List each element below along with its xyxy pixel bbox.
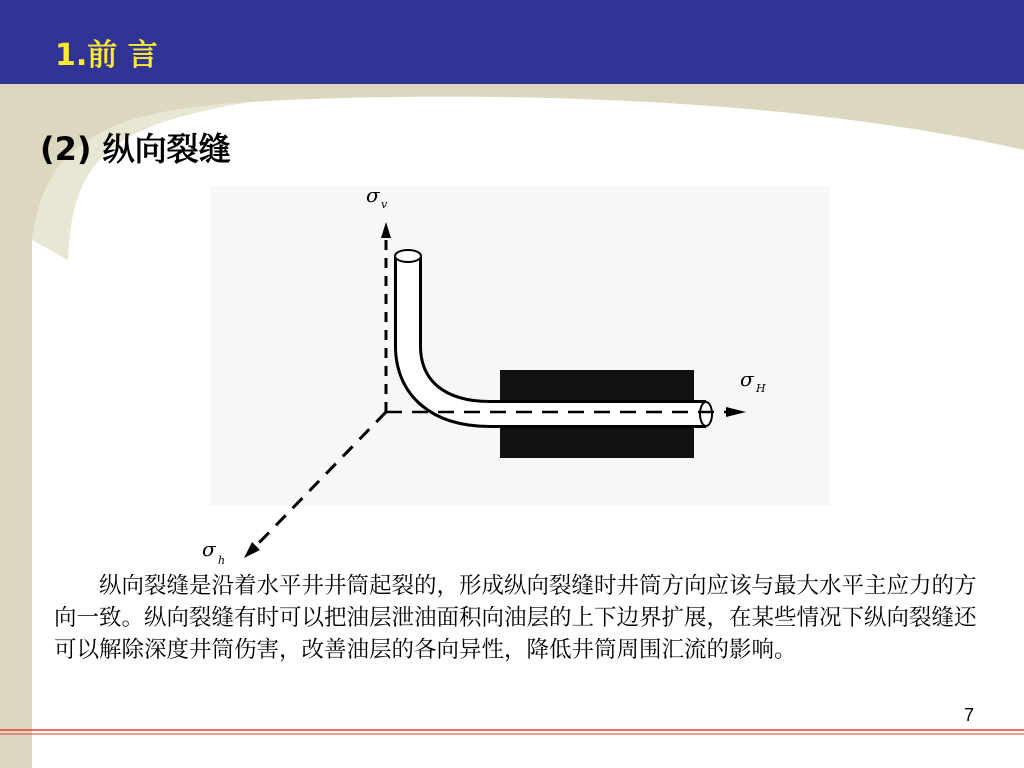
body-paragraph: 纵向裂缝是沿着水平井井筒起裂的，形成纵向裂缝时井筒方向应该与最大水平主应力的方向一致。纵向裂缝有时可以把油层泄油面积向油层的上下边界扩展，在某些情况下纵向裂缝还可以解除深度井筒伤害，改善油层的各向异性，降低井筒周围汇流的影响。 (54, 573, 977, 663)
sigma-h-label: σ (202, 537, 216, 561)
sigma-v-label: σ (366, 183, 380, 207)
slide-title: 1.前 言 (55, 38, 158, 73)
longitudinal-fracture-diagram (200, 178, 840, 570)
sigma-v-subscript: v (381, 198, 388, 211)
wellbore-end (700, 402, 712, 426)
sigma-H-label: σ (740, 367, 754, 391)
section-heading: (2) 纵向裂缝 (40, 130, 231, 168)
page-number: 7 (964, 705, 975, 725)
sigma-H-subscript: H (756, 382, 766, 395)
diagonal-arrow-head (244, 542, 260, 558)
title-bar (0, 0, 1024, 84)
sigma-h-subscript: h (218, 554, 226, 567)
wellbore-top-opening (395, 250, 421, 262)
footer-divider (0, 728, 1024, 738)
